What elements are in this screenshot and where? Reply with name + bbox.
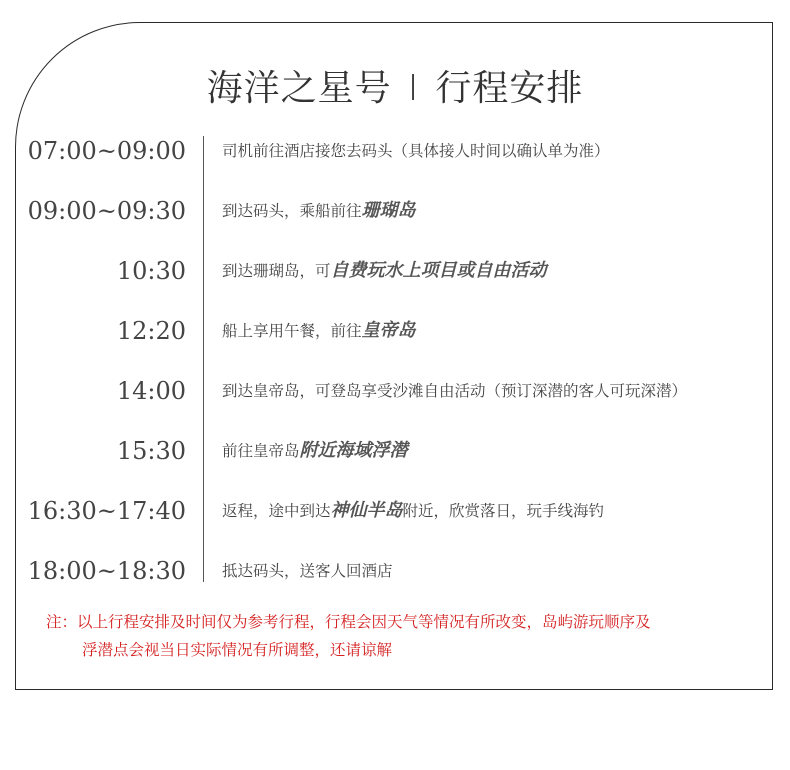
schedule-row (0, 194, 790, 228)
schedule-description (222, 434, 408, 468)
schedule-time: 18:00~18:30 (27, 557, 186, 585)
schedule-time: 10:30 (116, 257, 186, 285)
schedule-row (0, 314, 790, 348)
desc-text: 到达皇帝岛，可登岛享受沙滩自由活动（预订深潜的客人可玩深潜） (222, 382, 688, 400)
desc-text: 到达码头，乘船前往 (222, 202, 362, 220)
schedule-description (222, 554, 393, 588)
schedule-row (0, 434, 790, 468)
desc-highlight: 自费玩水上项目或自由活动 (330, 260, 547, 281)
desc-text: 司机前往酒店接您去码头（具体接人时间以确认单为准） (222, 142, 610, 160)
schedule-description (222, 254, 547, 288)
desc-text: 返程，途中到达 (222, 502, 331, 520)
desc-highlight: 附近海域浮潜 (299, 440, 408, 461)
desc-text: 抵达码头，送客人回酒店 (222, 562, 393, 580)
disclaimer-note (46, 608, 766, 664)
desc-text-tail: 附近，欣赏落日，玩手线海钓 (402, 502, 605, 520)
schedule-time: 09:00~09:30 (27, 197, 186, 225)
ship-name: 海洋之星号 (206, 68, 392, 109)
desc-highlight: 皇帝岛 (361, 320, 416, 341)
schedule-description (222, 194, 416, 228)
schedule-time: 15:30 (116, 437, 186, 465)
schedule-description (222, 134, 610, 168)
schedule-description (222, 494, 604, 528)
desc-highlight: 珊瑚岛 (361, 200, 416, 221)
desc-text: 船上享用午餐，前往 (222, 322, 362, 340)
title-heading: 行程安排 (435, 68, 584, 109)
schedule-row (0, 374, 790, 408)
schedule-row (0, 254, 790, 288)
desc-highlight: 神仙半岛 (330, 500, 403, 521)
schedule-time: 16:30~17:40 (27, 497, 186, 525)
schedule-description (222, 314, 416, 348)
schedule-row (0, 494, 790, 528)
schedule-row (0, 134, 790, 168)
title-separator: I (407, 68, 420, 109)
desc-text: 到达珊瑚岛，可 (222, 262, 331, 280)
schedule-time: 07:00~09:00 (27, 137, 186, 165)
page-title (0, 60, 790, 111)
note-line-1: 注：以上行程安排及时间仅为参考行程，行程会因天气等情况有所改变，岛屿游玩顺序及 (46, 613, 651, 631)
desc-text: 前往皇帝岛 (222, 442, 300, 460)
itinerary-card (15, 22, 773, 690)
schedule-row (0, 554, 790, 588)
schedule-description (222, 374, 687, 408)
note-line-2: 浮潜点会视当日实际情况有所调整，还请谅解 (82, 641, 393, 659)
schedule-time: 14:00 (116, 377, 186, 405)
schedule-time: 12:20 (116, 317, 186, 345)
